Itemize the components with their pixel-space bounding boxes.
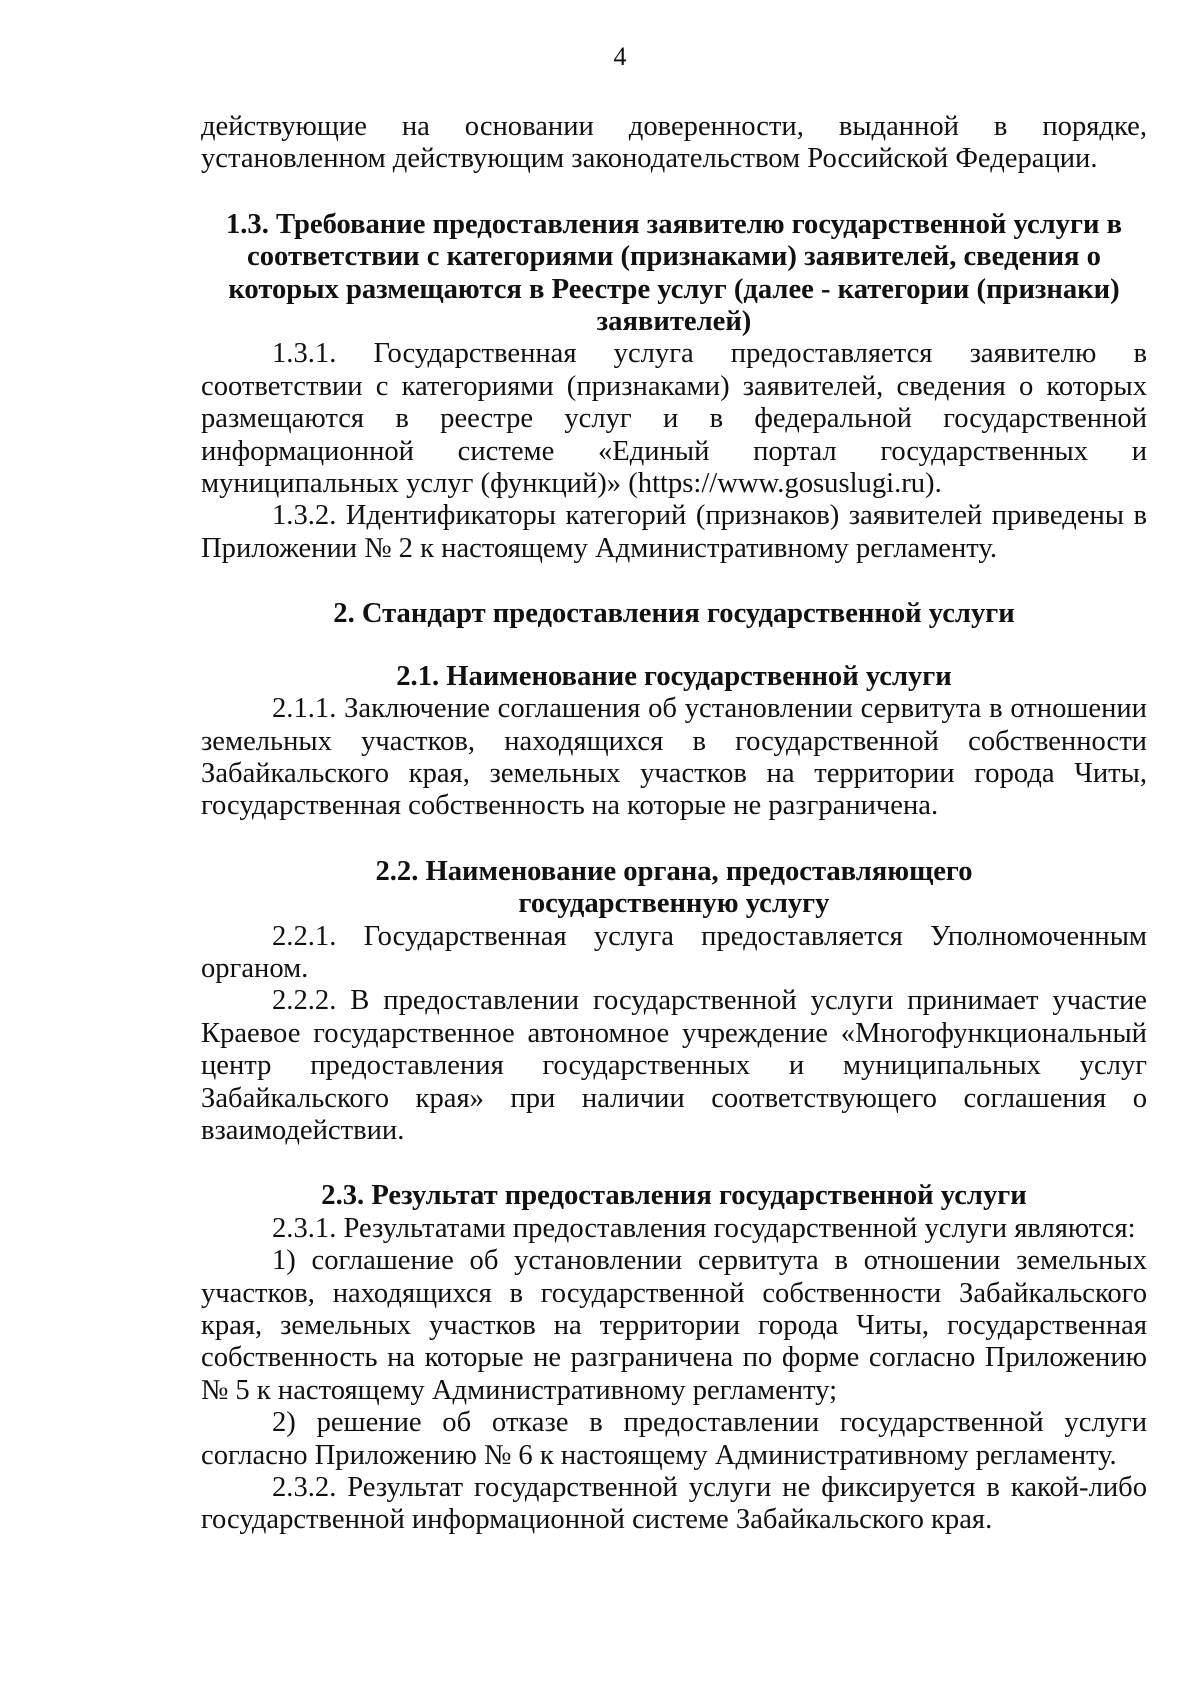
paragraph-2-3-1: 2.3.1. Результатами предоставления государственной услуги являются: (272, 1212, 1136, 1244)
heading-2: 2. Стандарт предоставления государственной услуги (333, 598, 1015, 630)
heading-2-1: 2.1. Наименование государственной услуги (396, 660, 952, 692)
heading-2-3: 2.3. Результат предоставления государственной услуги (321, 1180, 1027, 1212)
paragraph-1-3-1: 1.3.1. Государственная услуга предоставляется заявителю в соответствии с категориями (признаками) заявителей, сведения о которых размещаются в реестре услуг и в федеральной государственной информационной системе «Единый портал государственных и муниципальных услуг (функций)» (https://www.gosuslugi.ru). (201, 338, 1147, 500)
heading-1-3-line-2: соответствии с категориями (признаками) заявителей, сведения о (247, 241, 1101, 273)
paragraph-2-1-1: 2.1.1. Заключение соглашения об установлении сервитута в отношении земельных участков, находящихся в государственной собственности Забайкальского края, земельных участков на территории города Читы, государственная собственность на которые не разграничена. (201, 693, 1147, 822)
paragraph-2-3-2: 2.3.2. Результат государственной услуги не фиксируется в какой-либо государственной информационной системе Забайкальского края. (201, 1472, 1147, 1536)
paragraph-2-2-1: 2.2.1. Государственная услуга предоставляется Уполномоченным органом. (201, 920, 1147, 984)
heading-2-2-line-2: государственную услугу (518, 888, 830, 920)
paragraph-intro: действующие на основании доверенности, выданной в порядке, установленном действующим законодательством Российской Федерации. (201, 111, 1147, 175)
list-item-2-3-1-1: 1) соглашение об установлении сервитута в отношении земельных участков, находящихся в государственной собственности Забайкальского края, земельных участков на территории города Читы, государственная собственность на которые не разграничена по форме согласно Приложению № 5 к настоящему Административному регламенту; (201, 1245, 1147, 1406)
heading-1-3-line-3: которых размещаются в Реестре услуг (далее - категории (признаки) (228, 273, 1120, 305)
heading-1-3-line-4: заявителей) (596, 306, 752, 338)
paragraph-1-3-2: 1.3.2. Идентификаторы категорий (признаков) заявителей приведены в Приложении № 2 к настоящему Административному регламенту. (201, 500, 1147, 564)
page-number: 4 (613, 42, 627, 71)
heading-2-2-line-1: 2.2. Наименование органа, предоставляющего (375, 855, 973, 887)
document-body (201, 111, 1147, 1537)
paragraph-2-2-2: 2.2.2. В предоставлении государственной услуги принимает участие Краевое государственное автономное учреждение «Многофункциональный центр предоставления государственных и муниципальных услуг Забайкальского края» при наличии соответствующего соглашения о взаимодействии. (201, 985, 1147, 1146)
heading-1-3-line-1: 1.3. Требование предоставления заявителю государственной услуги в (225, 208, 1123, 240)
heading-1-3 (201, 209, 1147, 339)
heading-2-2 (201, 856, 1147, 921)
list-item-2-3-1-2: 2) решение об отказе в предоставлении государственной услуги согласно Приложению № 6 к настоящему Административному регламенту. (201, 1407, 1147, 1471)
